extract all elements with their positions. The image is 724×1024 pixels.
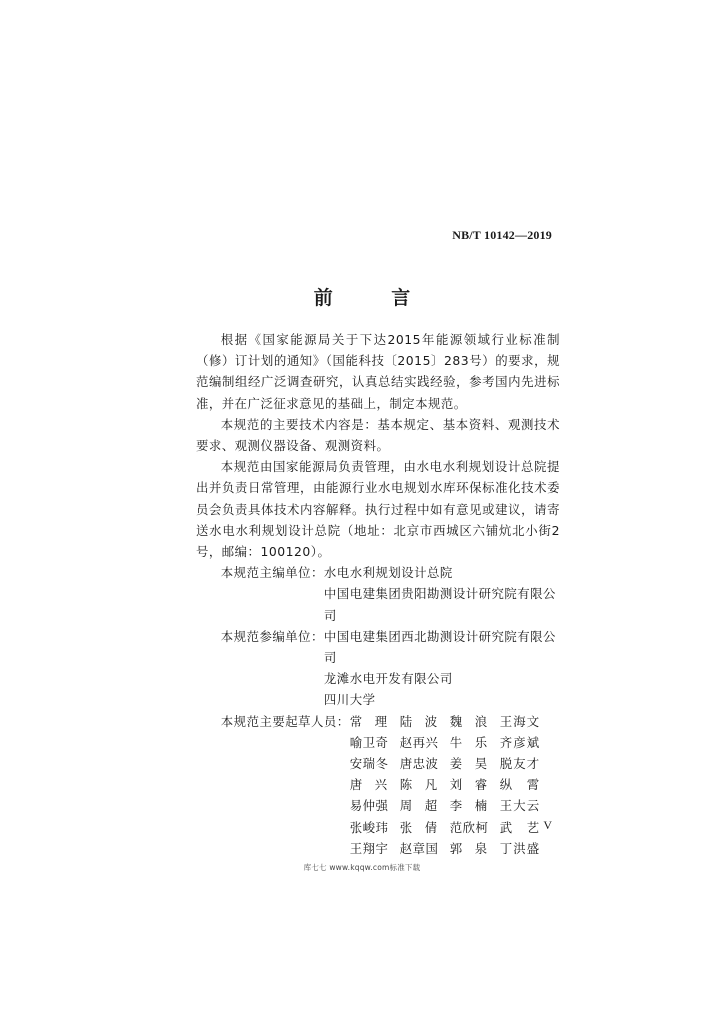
drafter-name: 纵 霄 <box>499 777 540 793</box>
participating-units-label: 本规范参编单位： <box>220 628 324 644</box>
drafter-name: 张峻玮 <box>349 819 389 835</box>
drafter-name: 李 楠 <box>449 798 488 814</box>
drafter-name: 赵章国 <box>399 840 439 856</box>
drafter-name: 武 艺 <box>499 819 540 835</box>
download-footer: 库七七 www.kqqw.com标准下载 <box>303 863 421 872</box>
drafter-name: 牛 乐 <box>449 734 488 750</box>
page-title: 前 言 <box>313 287 437 309</box>
participating-unit: 四川大学 <box>323 692 376 708</box>
participating-unit: 中国电建集团西北勘测设计研究院有限公司 <box>323 628 556 666</box>
drafter-name: 丁洪盛 <box>499 840 540 856</box>
drafter-name: 常 理 <box>349 713 388 729</box>
document-code: NB/T 10142—2019 <box>452 228 552 242</box>
drafters-label: 本规范主要起草人员： <box>220 713 350 729</box>
drafter-name: 范欣柯 <box>449 819 489 835</box>
drafter-name: 陆 波 <box>399 713 438 729</box>
page-number: V <box>543 818 552 832</box>
drafter-name: 赵再兴 <box>399 734 439 750</box>
drafter-name: 唐 兴 <box>349 777 388 793</box>
chief-units <box>196 562 560 626</box>
drafter-name: 唐忠波 <box>399 756 439 772</box>
drafters <box>196 711 560 859</box>
paragraph-basis: 根据《国家能源局关于下达2015年能源领域行业标准制（修）订计划的通知》（国能科技〔2015〕283号）的要求，规范编制组经广泛调查研究，认真总结实践经验，参考国内先进标准，并在广泛征求意见的基础上，制定本规范。 <box>196 332 560 411</box>
paragraph-management: 本规范由国家能源局负责管理，由水电水利规划设计总院提出并负责日常管理，由能源行业水电规划水库环保标准化技术委员会负责具体技术内容解释。执行过程中如有意见或建议，请寄送水电水利规划设计总院（地址：北京市西城区六铺炕北小街2号，邮编：100120）。 <box>196 459 560 560</box>
paragraph-contents: 本规范的主要技术内容是：基本规定、基本资料、观测技术要求、观测仪器设备、观测资料。 <box>196 416 560 454</box>
participating-units <box>196 626 560 711</box>
chief-unit: 中国电建集团贵阳勘测设计研究院有限公司 <box>323 586 556 623</box>
drafter-name: 陈 凡 <box>399 777 438 793</box>
drafter-name: 王海文 <box>499 713 540 729</box>
drafter-name: 魏 浪 <box>449 713 488 729</box>
drafter-name: 王翔宇 <box>349 840 389 856</box>
drafter-name: 姜 昊 <box>449 756 488 772</box>
chief-units-label: 本规范主编单位： <box>220 565 324 581</box>
participating-unit: 龙滩水电开发有限公司 <box>323 671 453 687</box>
drafter-name: 郭 泉 <box>449 840 488 856</box>
drafter-name: 王大云 <box>499 798 540 814</box>
chief-unit: 水电水利规划设计总院 <box>323 565 453 581</box>
drafter-name: 周 超 <box>399 798 438 814</box>
drafter-name: 喻卫奇 <box>349 734 389 750</box>
drafters-list <box>350 711 550 859</box>
drafter-name: 刘 睿 <box>449 777 488 793</box>
drafter-name: 脱友才 <box>499 756 540 772</box>
drafter-name: 张 倩 <box>399 819 438 835</box>
drafter-name: 安瑞冬 <box>349 756 389 772</box>
preface-body <box>196 329 560 859</box>
drafter-name: 易仲强 <box>349 798 389 814</box>
drafter-name: 齐彦斌 <box>499 734 540 750</box>
